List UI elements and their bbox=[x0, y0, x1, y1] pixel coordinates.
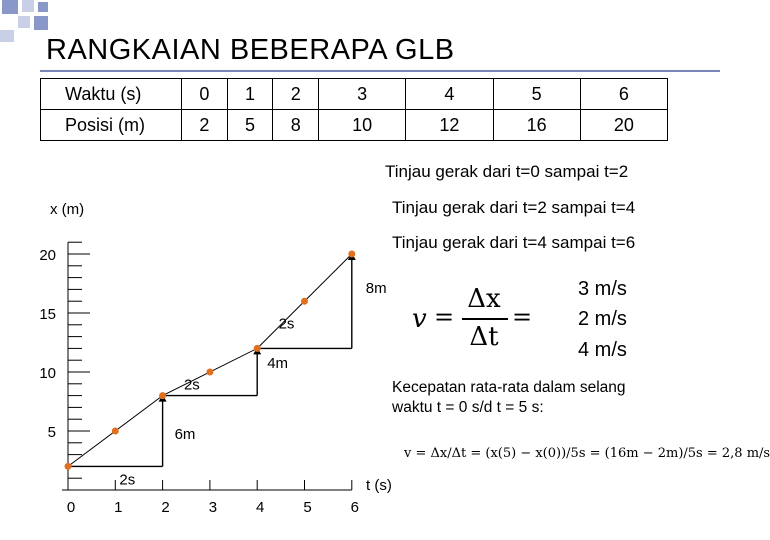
velocity-symbol: v bbox=[412, 304, 427, 334]
chart-axes bbox=[62, 242, 352, 490]
velocity-formula bbox=[412, 284, 533, 354]
data-point bbox=[159, 392, 166, 399]
delta-t: Δt bbox=[469, 322, 499, 352]
y-tick-label: 10 bbox=[39, 365, 56, 382]
row-label-time: Waktu (s) bbox=[41, 79, 182, 110]
x-tick-label: 4 bbox=[256, 499, 265, 516]
time-cell: 5 bbox=[493, 79, 580, 110]
y-tick-label: 20 bbox=[39, 247, 56, 264]
speed-value-1: 3 m/s bbox=[578, 278, 627, 300]
position-cell: 8 bbox=[273, 110, 319, 141]
position-cell: 20 bbox=[580, 110, 667, 141]
time-cell: 3 bbox=[319, 79, 406, 110]
position-cell: 10 bbox=[319, 110, 406, 141]
delta-t-label: 2s bbox=[119, 471, 136, 489]
speed-value-3: 4 m/s bbox=[578, 339, 627, 361]
slide-title: RANGKAIAN BEBERAPA GLB bbox=[46, 34, 455, 66]
chart-series-line bbox=[68, 254, 352, 466]
average-line-2: waktu t = 0 s/d t = 5 s: bbox=[392, 399, 544, 416]
x-tick-label: 1 bbox=[114, 499, 123, 516]
delta-x: Δx bbox=[467, 284, 501, 314]
speed-value-2: 2 m/s bbox=[578, 308, 627, 330]
time-cell: 1 bbox=[227, 79, 273, 110]
delta-x-label: 6m bbox=[174, 426, 196, 443]
equals-sign-2: = bbox=[512, 303, 533, 331]
data-point bbox=[65, 463, 72, 470]
average-velocity-text bbox=[392, 378, 626, 418]
x-tick-label: 0 bbox=[66, 499, 76, 516]
average-line-1: Kecepatan rata-rata dalam selang bbox=[392, 379, 626, 396]
delta-t-label: 2s bbox=[278, 315, 295, 333]
interval-note-1: Tinjau gerak dari t=0 sampai t=2 bbox=[385, 162, 629, 181]
y-tick-label: 15 bbox=[39, 306, 56, 323]
chart-annotations bbox=[68, 253, 387, 488]
interval-note-2: Tinjau gerak dari t=2 sampai t=4 bbox=[392, 198, 636, 217]
x-tick-label: 2 bbox=[161, 499, 170, 516]
equals-sign: = bbox=[434, 303, 455, 331]
x-tick-label: 6 bbox=[350, 499, 359, 516]
position-cell: 5 bbox=[227, 110, 273, 141]
position-cell: 2 bbox=[182, 110, 228, 141]
position-cell: 16 bbox=[493, 110, 580, 141]
x-axis-label: t (s) bbox=[366, 477, 392, 494]
interval-note-3: Tinjau gerak dari t=4 sampai t=6 bbox=[392, 233, 636, 252]
data-point bbox=[348, 251, 355, 258]
x-tick-label: 5 bbox=[303, 499, 312, 516]
y-axis-label: x (m) bbox=[50, 201, 85, 218]
data-point bbox=[206, 369, 213, 376]
delta-x-label: 4m bbox=[267, 355, 289, 372]
average-velocity-formula: v = Δx/Δt = (x(5) − x(0))/5s = (16m − 2m)/5s = 2,8 m/s bbox=[404, 446, 770, 461]
time-cell: 0 bbox=[182, 79, 228, 110]
y-tick-label: 5 bbox=[47, 424, 56, 441]
time-cell: 6 bbox=[580, 79, 667, 110]
data-point bbox=[254, 345, 261, 352]
position-cell: 12 bbox=[406, 110, 493, 141]
time-cell: 4 bbox=[406, 79, 493, 110]
delta-t-label: 2s bbox=[183, 376, 200, 394]
fraction-bar bbox=[462, 318, 508, 320]
time-cell: 2 bbox=[273, 79, 319, 110]
x-tick-label: 3 bbox=[208, 499, 218, 516]
row-label-position: Posisi (m) bbox=[41, 110, 182, 141]
data-point bbox=[301, 298, 308, 305]
delta-x-label: 8m bbox=[365, 280, 387, 298]
data-point bbox=[112, 428, 119, 435]
